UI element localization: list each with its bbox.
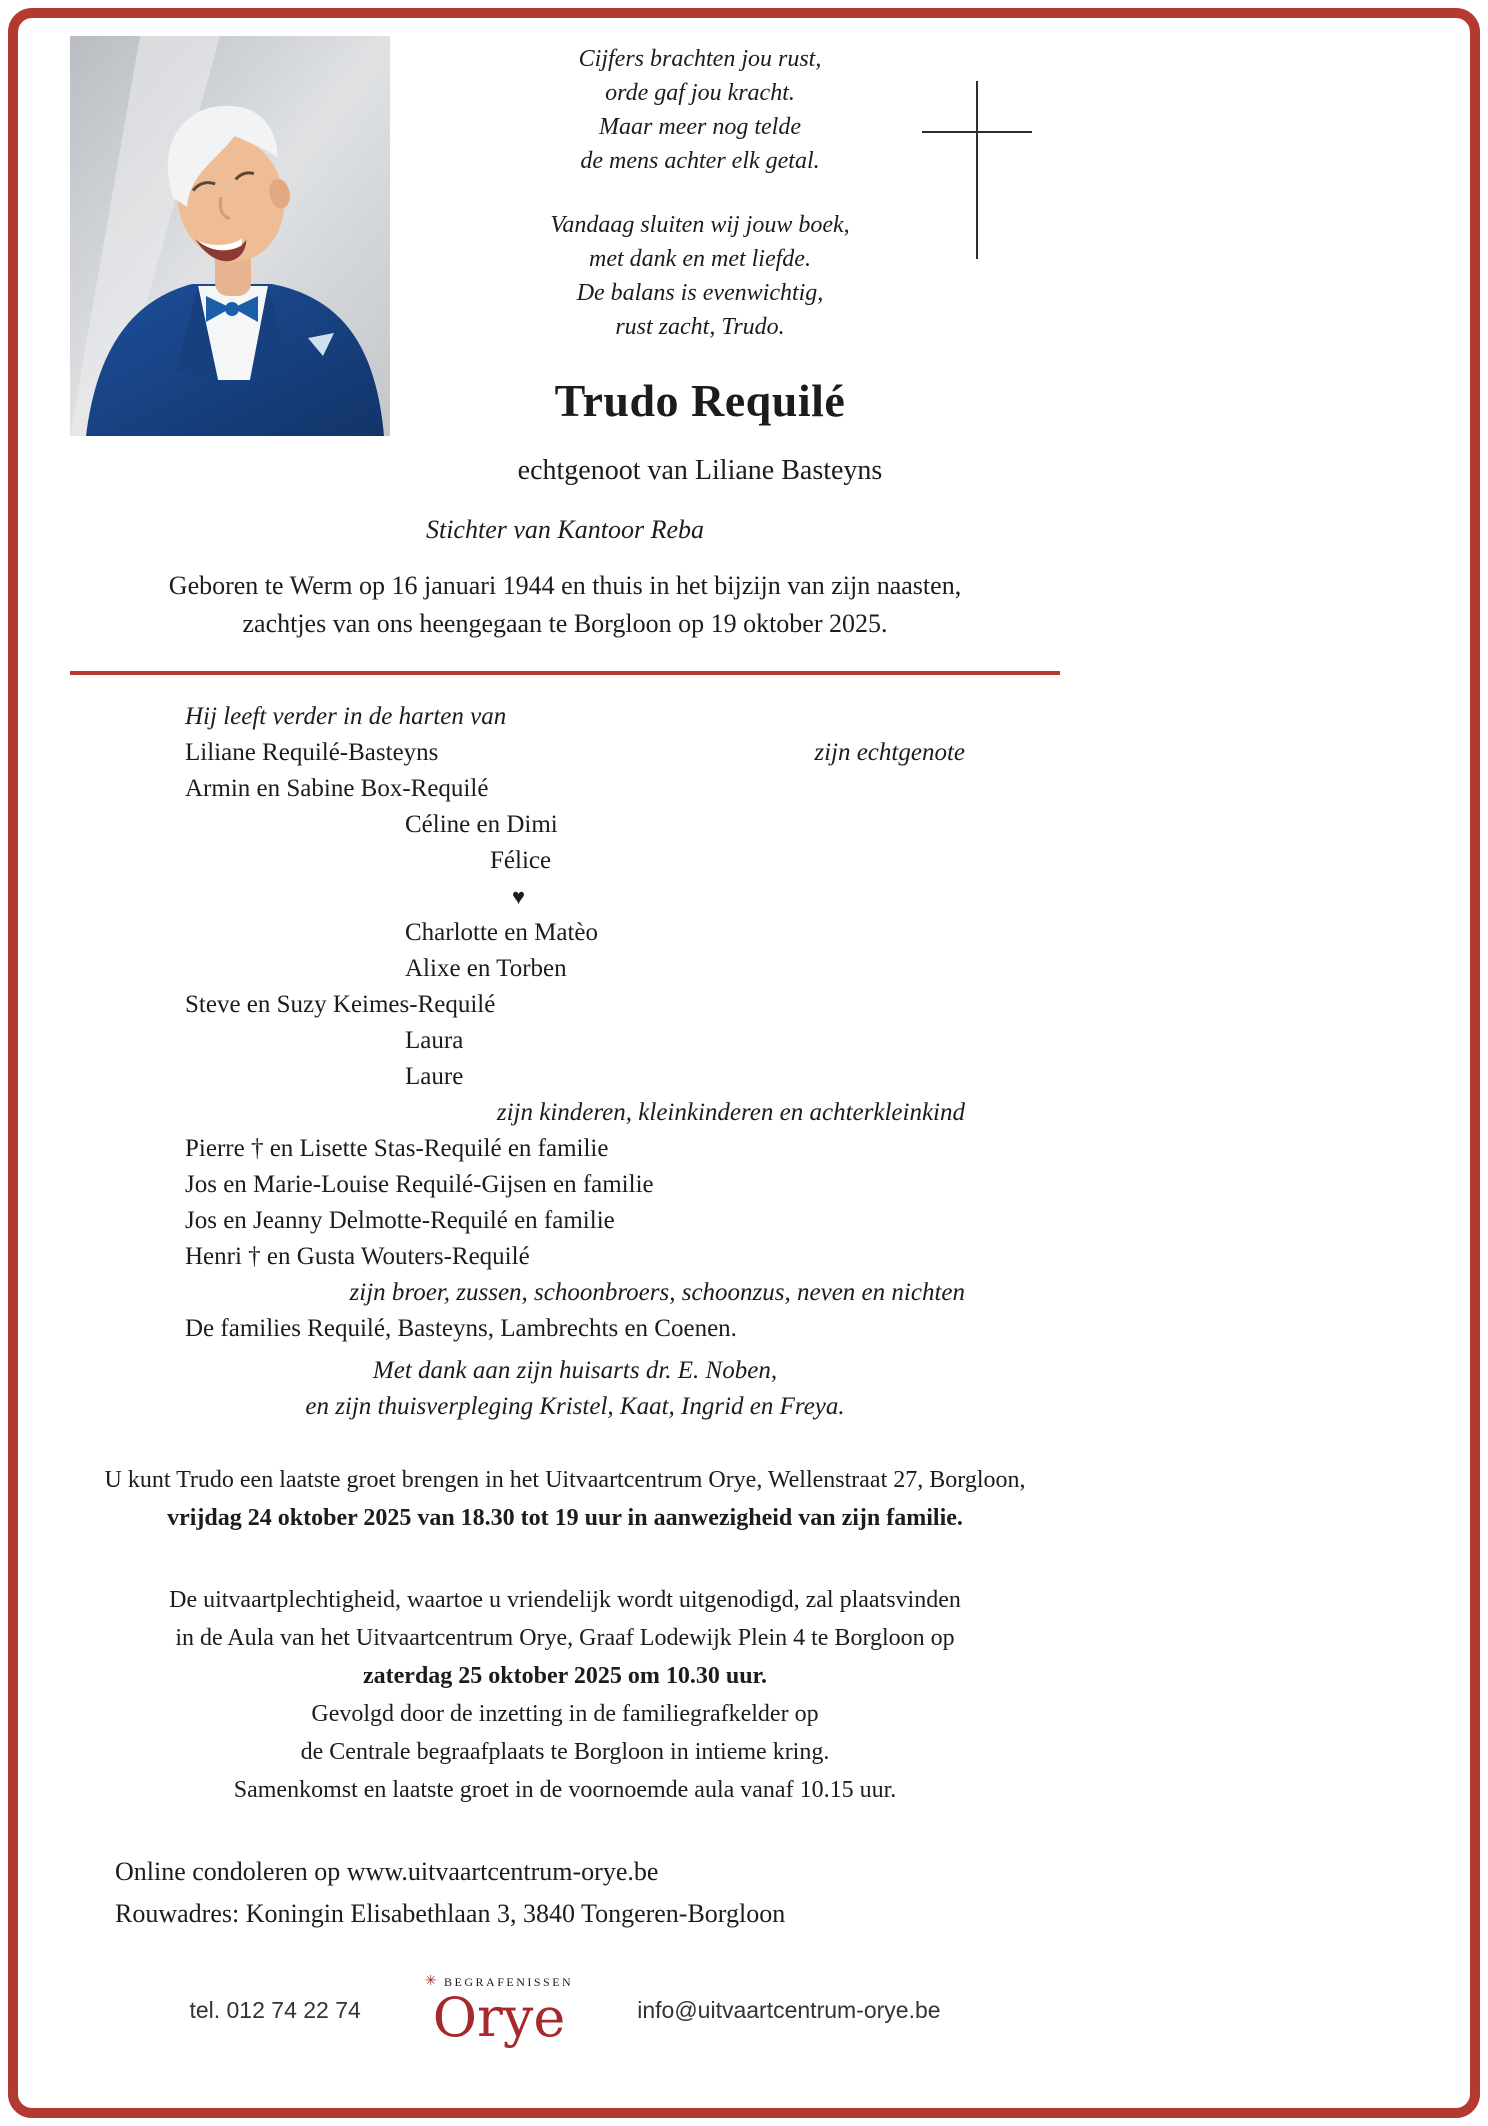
family-member: Laure — [405, 1063, 464, 1090]
red-divider — [70, 671, 1060, 675]
family-section — [70, 699, 1060, 1425]
logo-caption-text: BEGRAFENISSEN — [444, 1975, 574, 1989]
family-row — [185, 1311, 965, 1347]
funeral-line: in de Aula van het Uitvaartcentrum Orye, Graaf Lodewijk Plein 4 te Borgloon op — [175, 1625, 955, 1651]
header-section — [70, 36, 1060, 487]
footer-section — [70, 1974, 1060, 2049]
life-line: zachtjes van ons heengegaan te Borgloon op 19 oktober 2025. — [242, 609, 888, 638]
deceased-name: Trudo Requilé — [554, 375, 846, 426]
family-row — [185, 771, 965, 807]
family-row — [185, 843, 965, 879]
poem-line: Maar meer nog telde — [599, 114, 801, 140]
mourning-address-line: Rouwadres: Koningin Elisabethlaan 3, 3840 Tongeren-Borgloon — [115, 1899, 786, 1928]
family-member: Liliane Requilé-Basteyns — [185, 739, 439, 766]
family-row — [185, 879, 965, 915]
funeral-lines — [70, 1581, 1060, 1809]
family-member: Félice — [490, 847, 552, 874]
family-member: Pierre † en Lisette Stas-Requilé en familie — [185, 1135, 609, 1162]
family-member: Charlotte en Matèo — [405, 919, 598, 946]
family-row — [185, 1167, 965, 1203]
family-intro: Hij leeft verder in de harten van — [185, 703, 507, 730]
cross-vertical-bar — [976, 81, 978, 259]
page-content — [70, 36, 1060, 2049]
poem-line: met dank en met liefde. — [589, 246, 811, 272]
poem-line: de mens achter elk getal. — [580, 148, 820, 174]
family-row — [185, 951, 965, 987]
funeral-line: de Centrale begraafplaats te Borgloon in intieme kring. — [300, 1739, 830, 1765]
visitation-lines — [70, 1461, 1060, 1537]
family-row — [185, 1131, 965, 1167]
visitation-line: vrijdag 24 oktober 2025 van 18.30 tot 19 uur in aanwezigheid van zijn familie. — [167, 1505, 963, 1531]
thanks-line: Met dank aan zijn huisarts dr. E. Noben, — [372, 1357, 778, 1384]
family-member: zijn broer, zussen, schoonbroers, schoonzus, neven en nichten — [349, 1279, 965, 1306]
cross-icon — [922, 81, 1032, 259]
family-row — [185, 807, 965, 843]
poem-line: Vandaag sluiten wij jouw boek, — [550, 212, 850, 238]
thanks-lines — [185, 1353, 965, 1425]
family-row — [185, 987, 965, 1023]
portrait-photo — [70, 36, 390, 436]
memorial-poem — [400, 42, 1000, 344]
phone-number: tel. 012 74 22 74 — [189, 1996, 361, 2023]
relation-label: zijn echtgenote — [814, 739, 965, 766]
family-member: Jos en Jeanny Delmotte-Requilé en familie — [185, 1207, 615, 1234]
family-member: Armin en Sabine Box-Requilé — [185, 775, 489, 802]
visitation-line: U kunt Trudo een laatste groet brengen in het Uitvaartcentrum Orye, Wellenstraat 27, Borgloon, — [104, 1467, 1026, 1493]
poem-line: orde gaf jou kracht. — [605, 80, 795, 106]
portrait-illustration — [70, 36, 390, 436]
heart-symbol: ♥ — [512, 884, 526, 909]
family-row — [185, 1239, 965, 1275]
email-address: info@uitvaartcentrum-orye.be — [637, 1996, 941, 2023]
poem-line: De balans is evenwichtig, — [576, 280, 824, 306]
family-member: zijn kinderen, kleinkinderen en achterkleinkind — [496, 1099, 965, 1126]
family-member: Henri † en Gusta Wouters-Requilé — [185, 1243, 530, 1270]
family-row — [185, 1275, 965, 1311]
flower-icon: ✳ — [424, 1974, 440, 1989]
thanks-line: en zijn thuisverpleging Kristel, Kaat, Ingrid en Freya. — [305, 1393, 845, 1420]
poem-line: rust zacht, Trudo. — [615, 314, 785, 340]
family-row — [185, 1059, 965, 1095]
life-lines — [70, 567, 1060, 643]
poem-stanza-1 — [400, 42, 1000, 178]
family-member: Alixe en Torben — [405, 955, 567, 982]
logo-wordmark: Orye — [432, 1986, 566, 2049]
family-member: Laura — [405, 1027, 464, 1054]
family-row — [185, 735, 965, 771]
funeral-line: zaterdag 25 oktober 2025 om 10.30 uur. — [363, 1663, 767, 1689]
family-list — [185, 735, 965, 1347]
funeral-line: Samenkomst en laatste groet in de voornoemde aula vanaf 10.15 uur. — [233, 1777, 897, 1803]
online-condolence-line: Online condoleren op www.uitvaartcentrum-orye.be — [115, 1857, 659, 1886]
family-member: Jos en Marie-Louise Requilé-Gijsen en familie — [185, 1171, 654, 1198]
family-row — [185, 1023, 965, 1059]
family-member: Steve en Suzy Keimes-Requilé — [185, 991, 496, 1018]
poem-stanza-2 — [400, 208, 1000, 344]
family-row — [185, 1095, 965, 1131]
family-row — [185, 1203, 965, 1239]
family-row — [185, 915, 965, 951]
family-member: Céline en Dimi — [405, 811, 558, 838]
condolence-section — [70, 1851, 1060, 1935]
funeral-line: Gevolgd door de inzetting in de familiegrafkelder op — [311, 1701, 819, 1727]
family-member: De families Requilé, Basteyns, Lambrechts en Coenen. — [185, 1315, 737, 1342]
cross-horizontal-bar — [922, 131, 1032, 133]
poem-line: Cijfers brachten jou rust, — [578, 46, 822, 72]
role-line: Stichter van Kantoor Reba — [425, 515, 704, 544]
funeral-line: De uitvaartplechtigheid, waartoe u vriendelijk wordt uitgenodigd, zal plaatsvinden — [169, 1587, 961, 1613]
life-line: Geboren te Werm op 16 januari 1944 en thuis in het bijzijn van zijn naasten, — [168, 571, 962, 600]
orye-logo — [424, 1974, 574, 2049]
spouse-line: echtgenoot van Liliane Basteyns — [517, 455, 883, 486]
